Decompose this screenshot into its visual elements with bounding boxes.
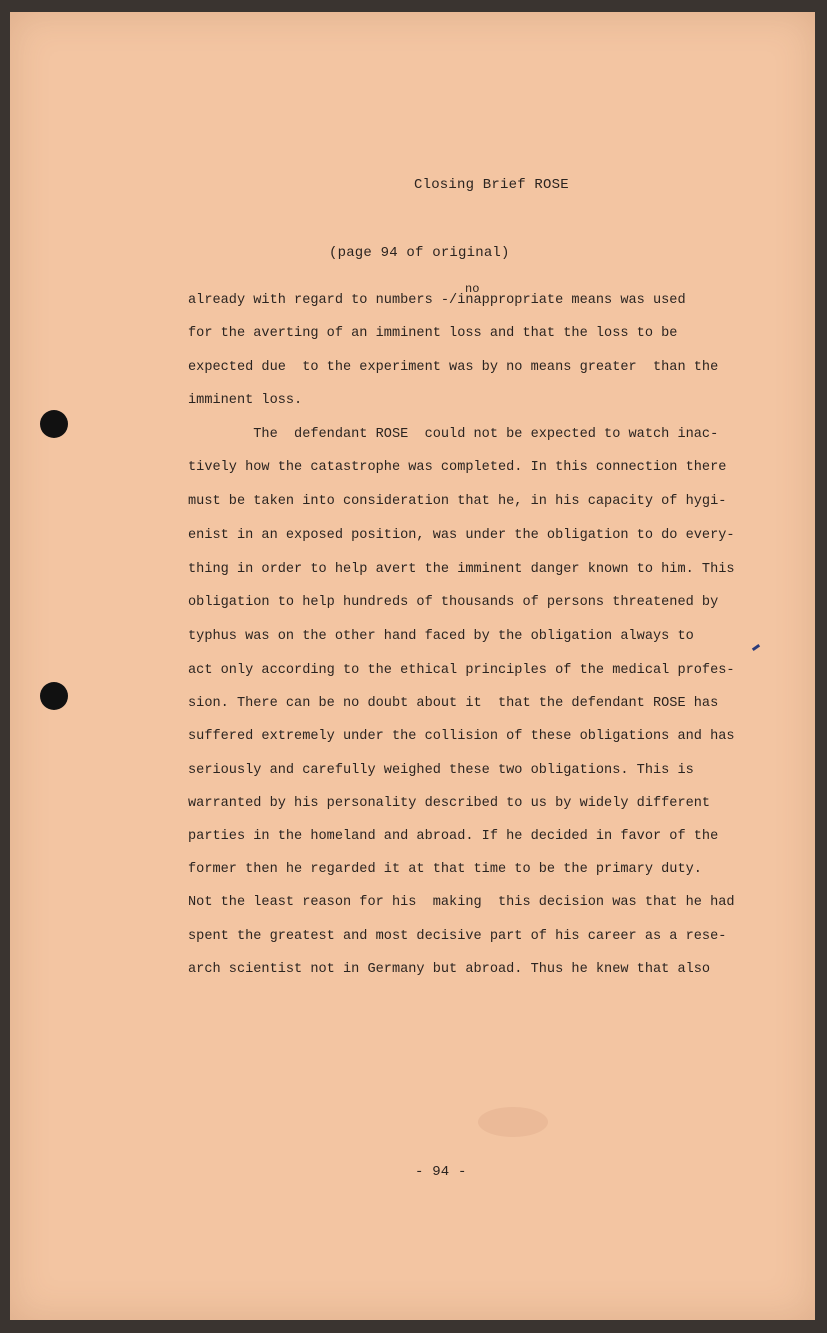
ink-mark bbox=[752, 644, 760, 651]
text-line: suffered extremely under the collision of these obligations and has bbox=[188, 729, 735, 744]
text-line: expected due to the experiment was by no means greater than the bbox=[188, 360, 719, 375]
original-page-reference: (page 94 of original) bbox=[329, 245, 510, 261]
text-line: former then he regarded it at that time to be the primary duty. bbox=[188, 862, 702, 877]
text-line: The defendant ROSE could not be expected to watch inac- bbox=[188, 427, 719, 442]
text-line: act only according to the ethical principles of the medical profes- bbox=[188, 663, 735, 678]
text-line: tively how the catastrophe was completed. In this connection there bbox=[188, 460, 727, 475]
text-line: typhus was on the other hand faced by the obligation always to bbox=[188, 629, 694, 644]
text-line: sion. There can be no doubt about it that the defendant ROSE has bbox=[188, 696, 719, 711]
text-line: obligation to help hundreds of thousands of persons threatened by bbox=[188, 595, 719, 610]
text-line: warranted by his personality described to us by widely different bbox=[188, 796, 711, 811]
text-line: seriously and carefully weighed these two obligations. This is bbox=[188, 763, 694, 778]
handwritten-insertion: no bbox=[465, 282, 480, 296]
paper-stain bbox=[478, 1107, 548, 1137]
text-line: must be taken into consideration that he, in his capacity of hygi- bbox=[188, 494, 727, 509]
text-line: imminent loss. bbox=[188, 393, 303, 408]
text-line: thing in order to help avert the imminent danger known to him. This bbox=[188, 562, 735, 577]
punch-hole-top bbox=[40, 410, 68, 438]
text-line: Not the least reason for his making this decision was that he had bbox=[188, 895, 735, 910]
document-page bbox=[10, 12, 815, 1320]
document-heading: Closing Brief ROSE bbox=[414, 177, 569, 193]
text-line: arch scientist not in Germany but abroad. Thus he knew that also bbox=[188, 962, 711, 977]
page-number: - 94 - bbox=[415, 1164, 467, 1180]
text-line: parties in the homeland and abroad. If he decided in favor of the bbox=[188, 829, 719, 844]
text-line: for the averting of an imminent loss and that the loss to be bbox=[188, 326, 678, 341]
text-line: enist in an exposed position, was under the obligation to do every- bbox=[188, 528, 735, 543]
punch-hole-bottom bbox=[40, 682, 68, 710]
text-line: spent the greatest and most decisive part of his career as a rese- bbox=[188, 929, 727, 944]
text-line: already with regard to numbers -/inappropriate means was used bbox=[188, 293, 686, 308]
